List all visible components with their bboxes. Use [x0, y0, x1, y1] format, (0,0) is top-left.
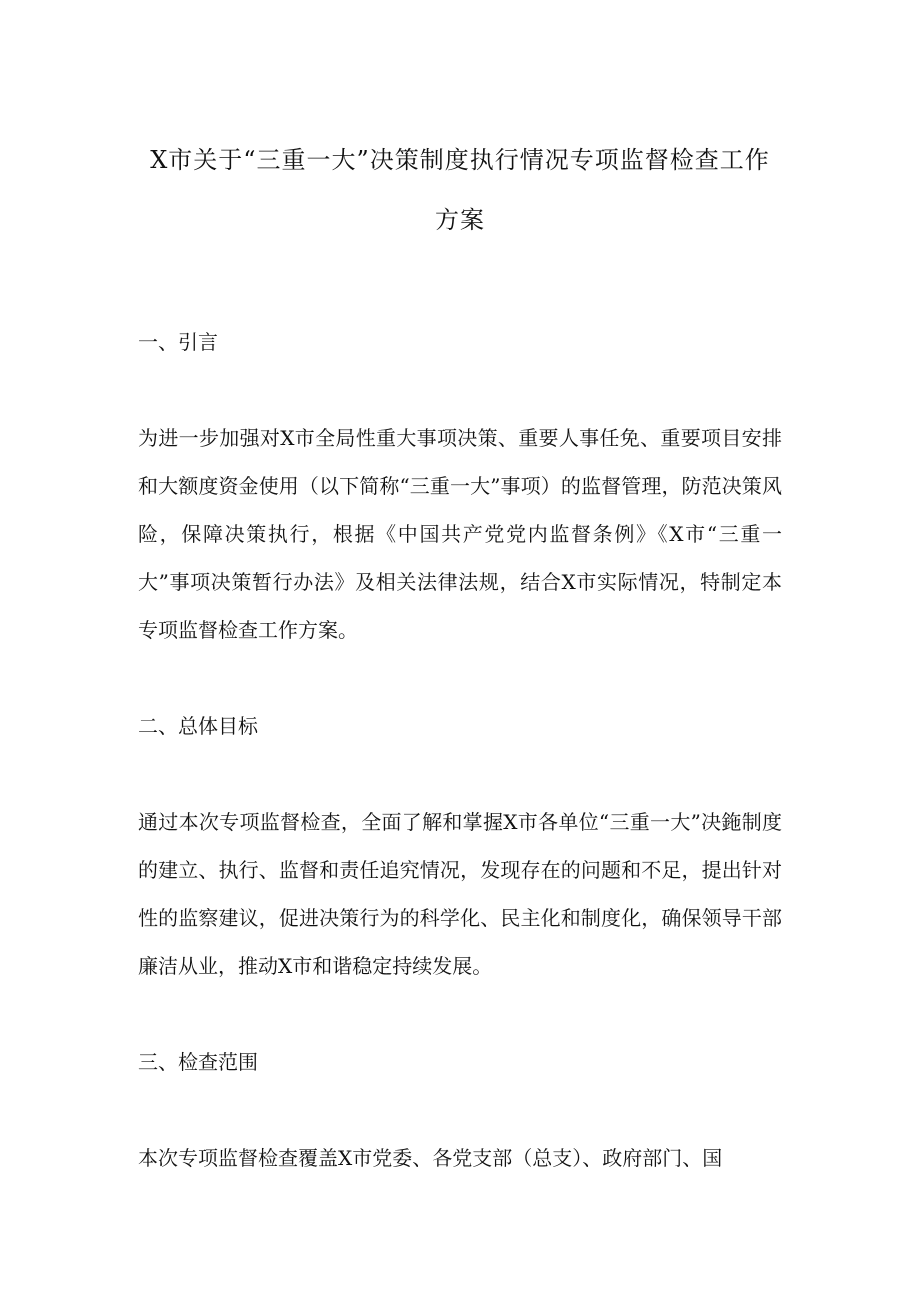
section-body-overall-goal: 通过本次专项监督检查，全面了解和掌握X市各单位“三重一大”决鉇制度的建立、执行、监督和责任追究情况，发现存在的问题和不足，提出针对性的监察建议，促进决策行为的科学化、民主化和制度化，确保领导干部廉洁从业，推动X市和谐稳定持续发展。 — [138, 810, 782, 978]
section-body-inspection-scope: 本次专项监督检查覆盖X市党委、各党支部（总支）、政府部门、国 — [138, 1146, 723, 1170]
section-heading-introduction: 一、引言 — [138, 330, 218, 354]
section-heading-inspection-scope: 三、检查范围 — [138, 1050, 258, 1074]
section-heading-overall-goal: 二、总体目标 — [138, 714, 258, 738]
document-title-line-1: X市关于“三重一大”决策制度执行情况专项监督检查工作 — [150, 146, 770, 174]
section-body-introduction: 为进一步加强对X市全局性重大事项决策、重要人事任免、重要项目安排和大额度资金使用（以下简称“三重一大”事项）的监督管理，防范决策风险，保障决策执行，根据《中国共产党党内监督条例》《X市“三重一大”事项决策暂行办法》及相关法律法规，结合X市实际情况，特制定本专项监督检查工作方案。 — [138, 426, 782, 642]
document-title-line-2: 方案 — [435, 206, 485, 234]
